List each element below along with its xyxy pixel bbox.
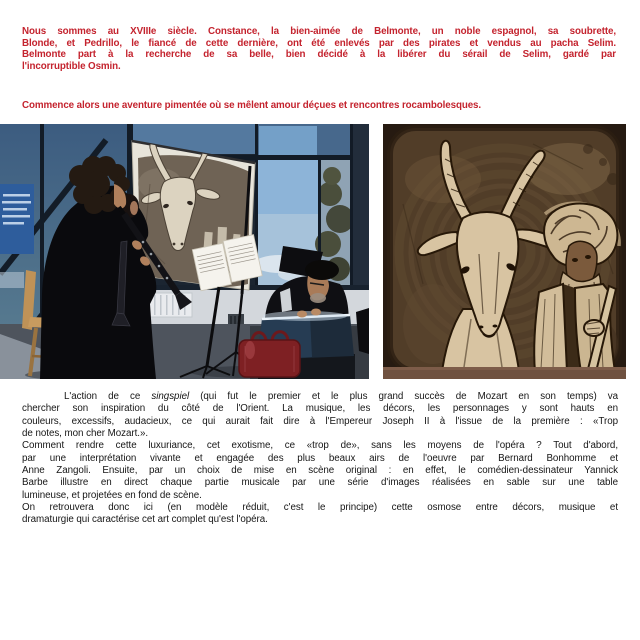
- text-line: chercher son inspiration du côté de l'Orient. La musique, les décors, les personnages y sont hauts en: [22, 403, 618, 415]
- text-line: Comment rendre cette luxuriance, cet exotisme, ce «trop de», sans les moyens de l'opéra ? Tout d'abord,: [22, 440, 618, 452]
- body-line-1: [22, 391, 618, 403]
- text-line: Anne Zangoli. Ensuite, par un choix de mise en scène original : en effet, le comédien-dessinateur Yannick: [22, 465, 618, 477]
- intro-closing-line: Commence alors une aventure pimentée où se mêlent amour déçues et rencontres rocambolesques.: [22, 99, 482, 111]
- beret: [305, 260, 339, 280]
- text-line: Nous sommes au XVIIIe siècle. Constance, la bien-aimée de Belmonte, un noble espagnol, sa soubrette,: [22, 26, 616, 37]
- text-line: couleurs, excessifs, audacieux, ce qui aurait fait dire à l'Empereur Joseph II à l'issue de la première : «Trop: [22, 415, 618, 427]
- text-line: l'incorruptible Osmin.: [22, 61, 121, 73]
- intro-paragraph: [22, 26, 616, 73]
- body-text: [22, 391, 618, 527]
- text-line: Blonde, et Pedrillo, le fiancé de cette dernière, ont été enlevés par des pirates et vendus au pacha Selim.: [22, 37, 616, 49]
- right-photo: [383, 124, 626, 379]
- text-line: dramaturgie qui caractérise cet art complet qu'est l'opéra.: [22, 514, 268, 526]
- text-line: Belmonte part à la recherche de sa belle, bien décidé à la libérer du sérail de Selim, gardé par: [22, 49, 616, 61]
- sand-drawing-illustration: [383, 124, 626, 379]
- text-line: de notes, mon cher Mozart.».: [22, 428, 149, 440]
- concert-scene-illustration: [0, 124, 369, 379]
- left-photo: [0, 124, 369, 379]
- body-paragraphs: [22, 403, 618, 526]
- line1-lead: L'action de ce: [64, 391, 152, 402]
- text-line: Barbe illustre en direct chaque partie musicale par une série d'images réalisées en sable sur une table: [22, 477, 618, 489]
- text-line: par une interprétation vivante et engagée des plus beaux airs de l'oeuvre par Bernard Bonhomme et: [22, 452, 618, 464]
- text-line: lumineuse, et projetées en fond de scène.: [22, 489, 202, 501]
- intro-red-text: [22, 26, 616, 112]
- line1-rest: (qui fut le premier et le plus grand succès de Mozart en son temps) va: [189, 391, 619, 402]
- bearded-man-drawing: [534, 203, 619, 376]
- italic-term: singspiel: [151, 391, 190, 402]
- window-glass-right: [257, 160, 318, 214]
- text-line: On retrouvera donc ici (en modèle réduit, c'est le principe) cette osmose entre décors, musique et: [22, 502, 618, 514]
- robe: [534, 284, 567, 372]
